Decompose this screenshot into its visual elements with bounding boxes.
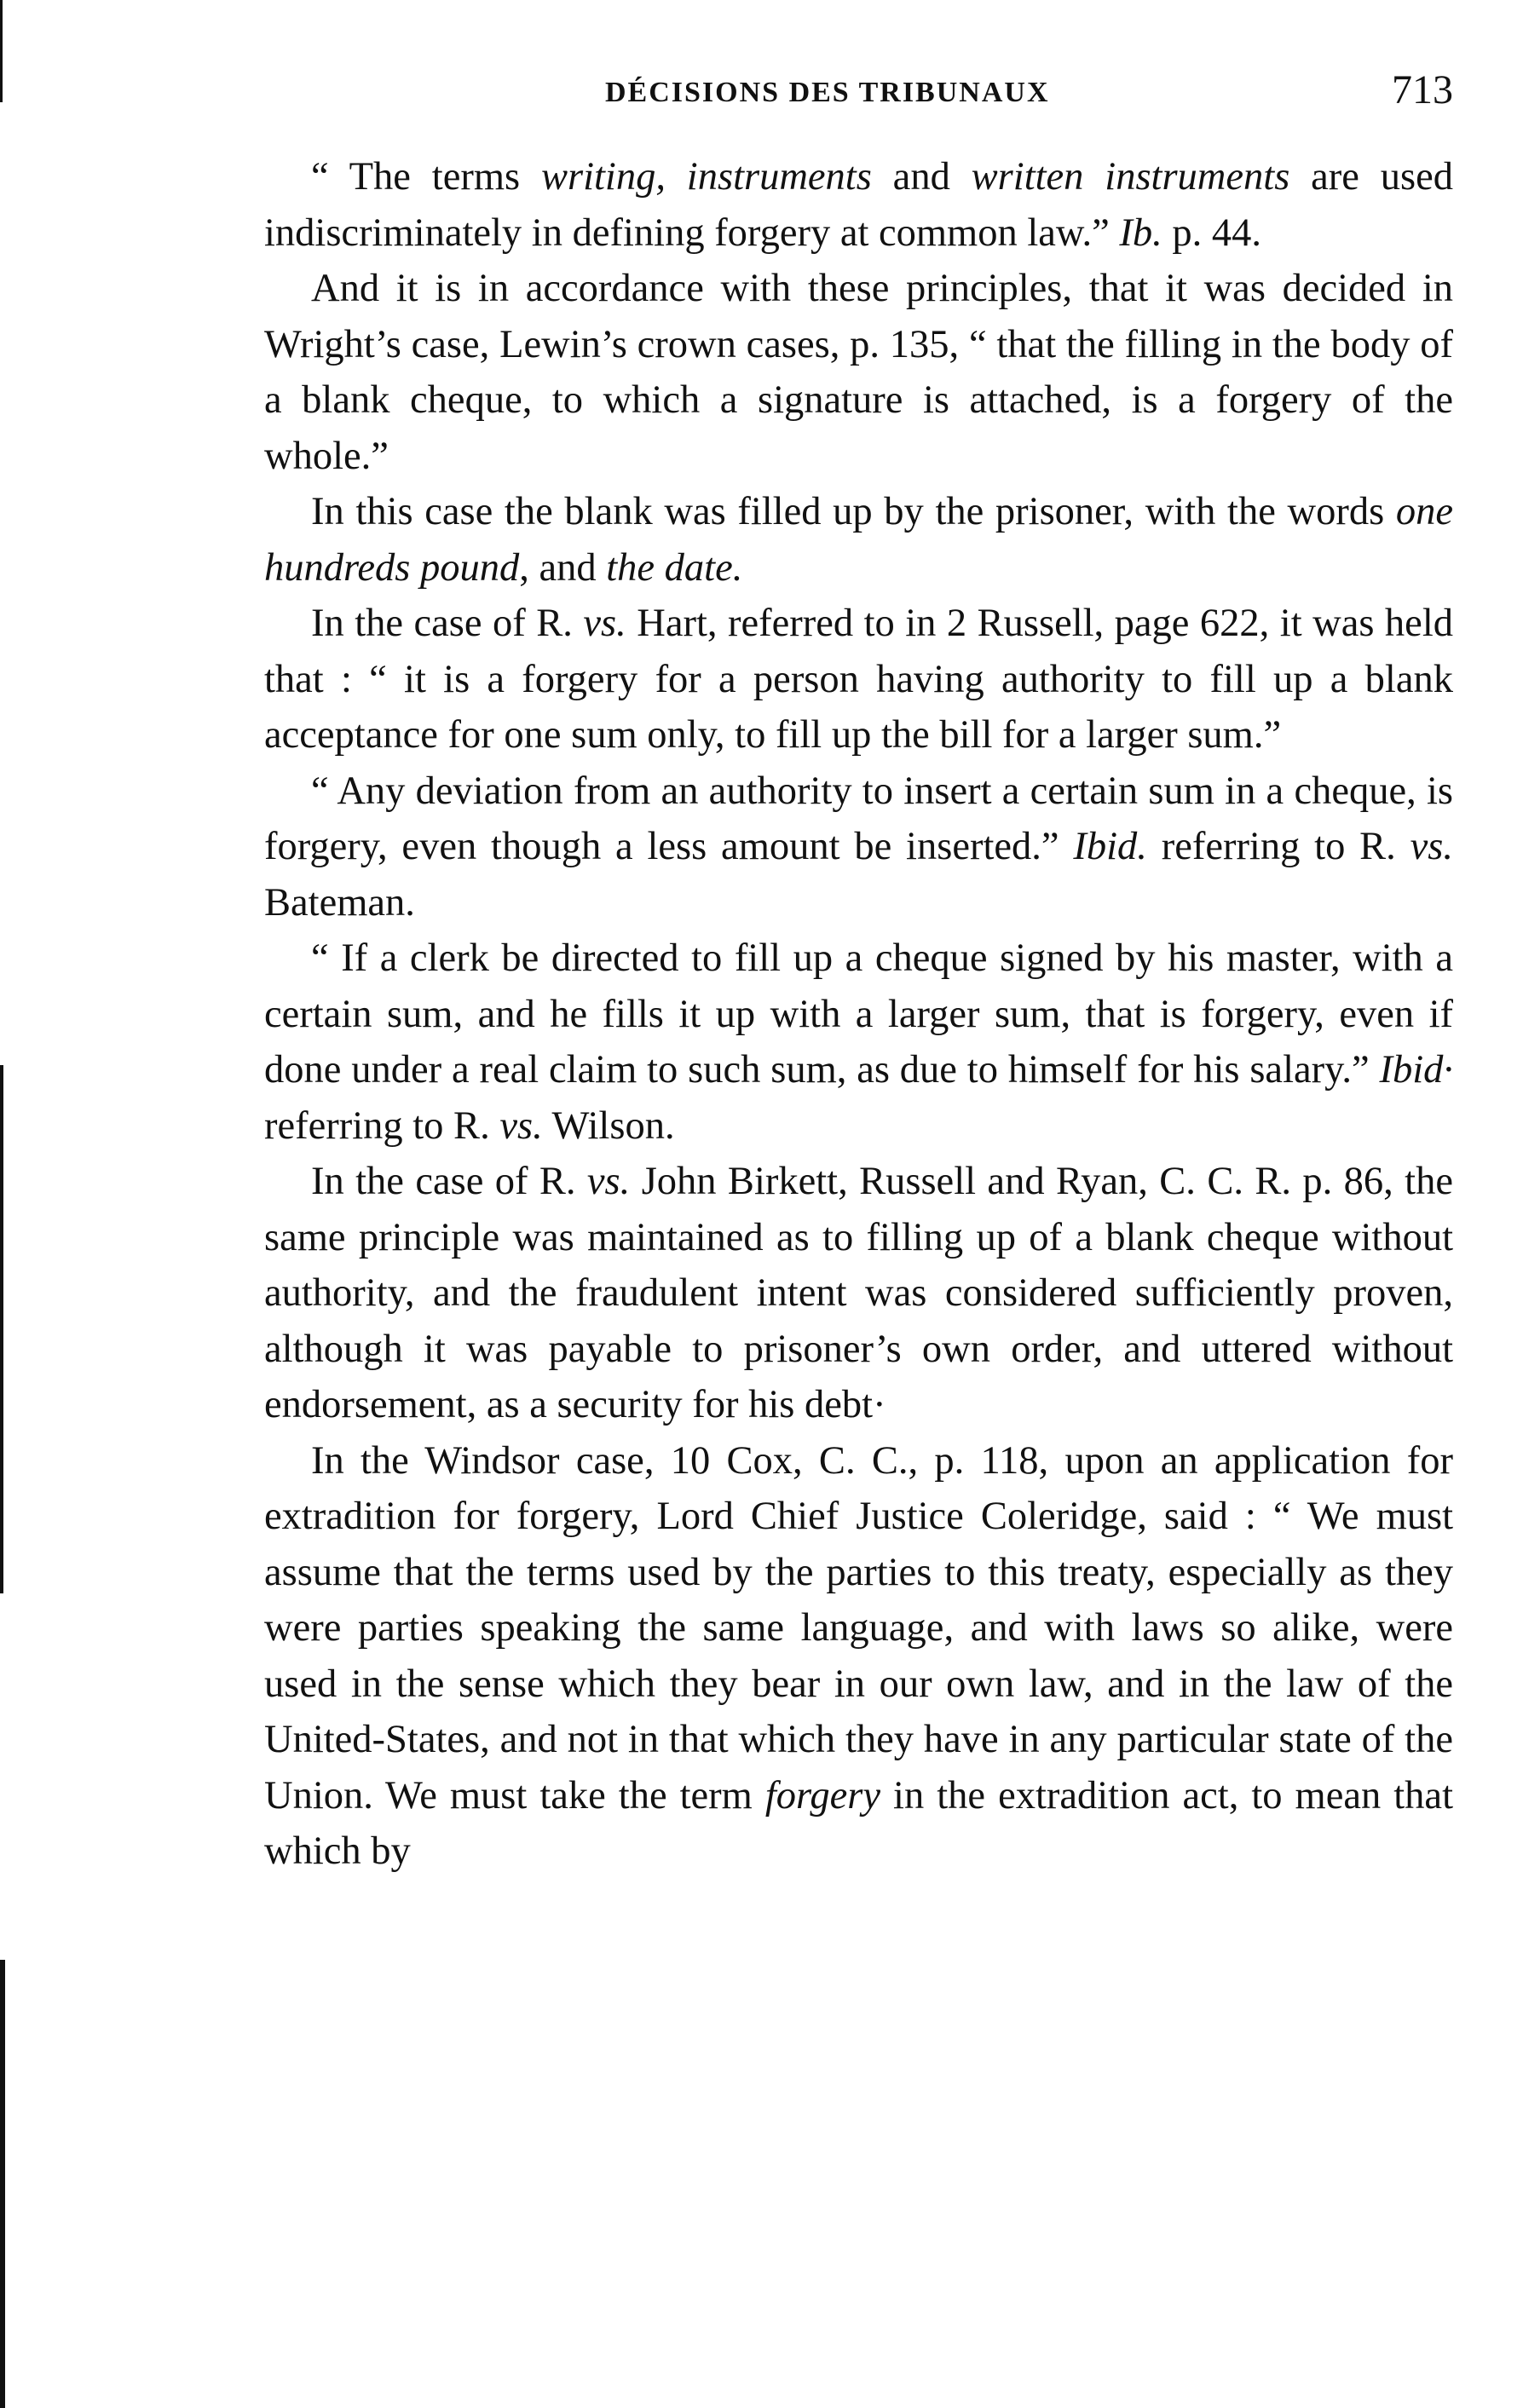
paragraph <box>264 1154 1453 1433</box>
italic-text: vs. <box>586 1160 631 1203</box>
text-run: In the case of R. <box>311 602 584 645</box>
text-run: Hart, referred to in 2 Russell, page 622, it was held that : “ it is a forgery for a person having authority to fill up a blank acceptance for one sum only, to fill up the bill for a larger sum.” <box>264 602 1453 757</box>
italic-text: written instruments <box>971 155 1290 199</box>
text-run: in the extradition act, to mean that which by <box>264 1773 1453 1873</box>
italic-text: forgery <box>764 1773 881 1818</box>
text-run: and <box>871 155 972 199</box>
text-run: referring to R. <box>264 1103 500 1148</box>
page-header <box>264 66 1453 126</box>
italic-text: vs. <box>1410 825 1453 868</box>
italic-text: vs. <box>499 1103 543 1148</box>
text-run: “ If a clerk be directed to fill up a cheque signed by his master, with a certain sum, and he fills it up with a larger sum, that is forgery, even if done under a real claim to such sum, as due to himself for his salary.” <box>264 936 1453 1092</box>
text-run: “ Any deviation from an authority to insert a certain sum in a cheque, is forgery, even though a less amount be inserted.” <box>264 769 1453 868</box>
text-run: Bateman. <box>264 880 415 925</box>
italic-text: Ibid· <box>1379 1048 1453 1092</box>
text-run: In the Windsor case, 10 Cox, C. C., p. 118, upon an application for extradition for forgery, Lord Chief Justice Coleridge, said : “ We must assume that the terms used by the parties to this treaty, especially as they were parties speaking the same language, and with laws so alike, were used in the sense which they bear in our own law, and in the law of the United-States, and not in that which they have in any particular state of the Union. We must take the term <box>264 1438 1453 1818</box>
text-run: referring to R. <box>1146 825 1411 868</box>
text-run: are used indiscriminately in defining forgery at common law.” <box>264 155 1453 255</box>
text-run: , and <box>519 545 607 590</box>
italic-text: one hundreds pound <box>264 490 1453 590</box>
text-run: “ The terms <box>311 155 541 199</box>
italic-text: writing, instruments <box>540 155 872 199</box>
text-run: In this case the blank was filled up by the prisoner, with the words <box>311 490 1396 533</box>
italic-text: Ibid. <box>1073 825 1147 868</box>
italic-text: the date. <box>606 545 743 590</box>
text-run: John Birkett, Russell and Ryan, C. C. R. p. 86, the same principle was maintained as to filling up of a blank cheque without authority, and the fraudulent intent was considered sufficiently proven, although it was payable to prisoner’s own order, and uttered without endorsement, as a security for his debt· <box>264 1160 1453 1426</box>
page-edge-shadow <box>0 0 3 102</box>
text-run: p. 44. <box>1162 210 1261 255</box>
page-number: 713 <box>1392 67 1453 112</box>
running-head: DÉCISIONS DES TRIBUNAUX <box>605 77 1050 108</box>
paragraph <box>264 261 1453 484</box>
italic-text: vs. <box>583 602 626 645</box>
text-run: In the case of R. <box>311 1160 587 1203</box>
paragraph <box>264 763 1453 931</box>
paragraph <box>264 930 1453 1154</box>
page-edge-shadow <box>0 1960 5 2408</box>
paragraph <box>264 1433 1453 1880</box>
text-run: Wilson. <box>542 1103 675 1148</box>
paragraph <box>264 596 1453 763</box>
italic-text: Ib. <box>1119 210 1162 255</box>
page-edge-shadow <box>0 1065 3 1593</box>
text-run: And it is in accordance with these principles, that it was decided in Wright’s case, Lewin’s crown cases, p. 135, “ that the filling in the body of a blank cheque, to which a signature is attached, is a forgery of the whole.” <box>264 267 1453 478</box>
paragraph <box>264 484 1453 596</box>
paragraph <box>264 149 1453 261</box>
body-text <box>264 149 1453 1880</box>
